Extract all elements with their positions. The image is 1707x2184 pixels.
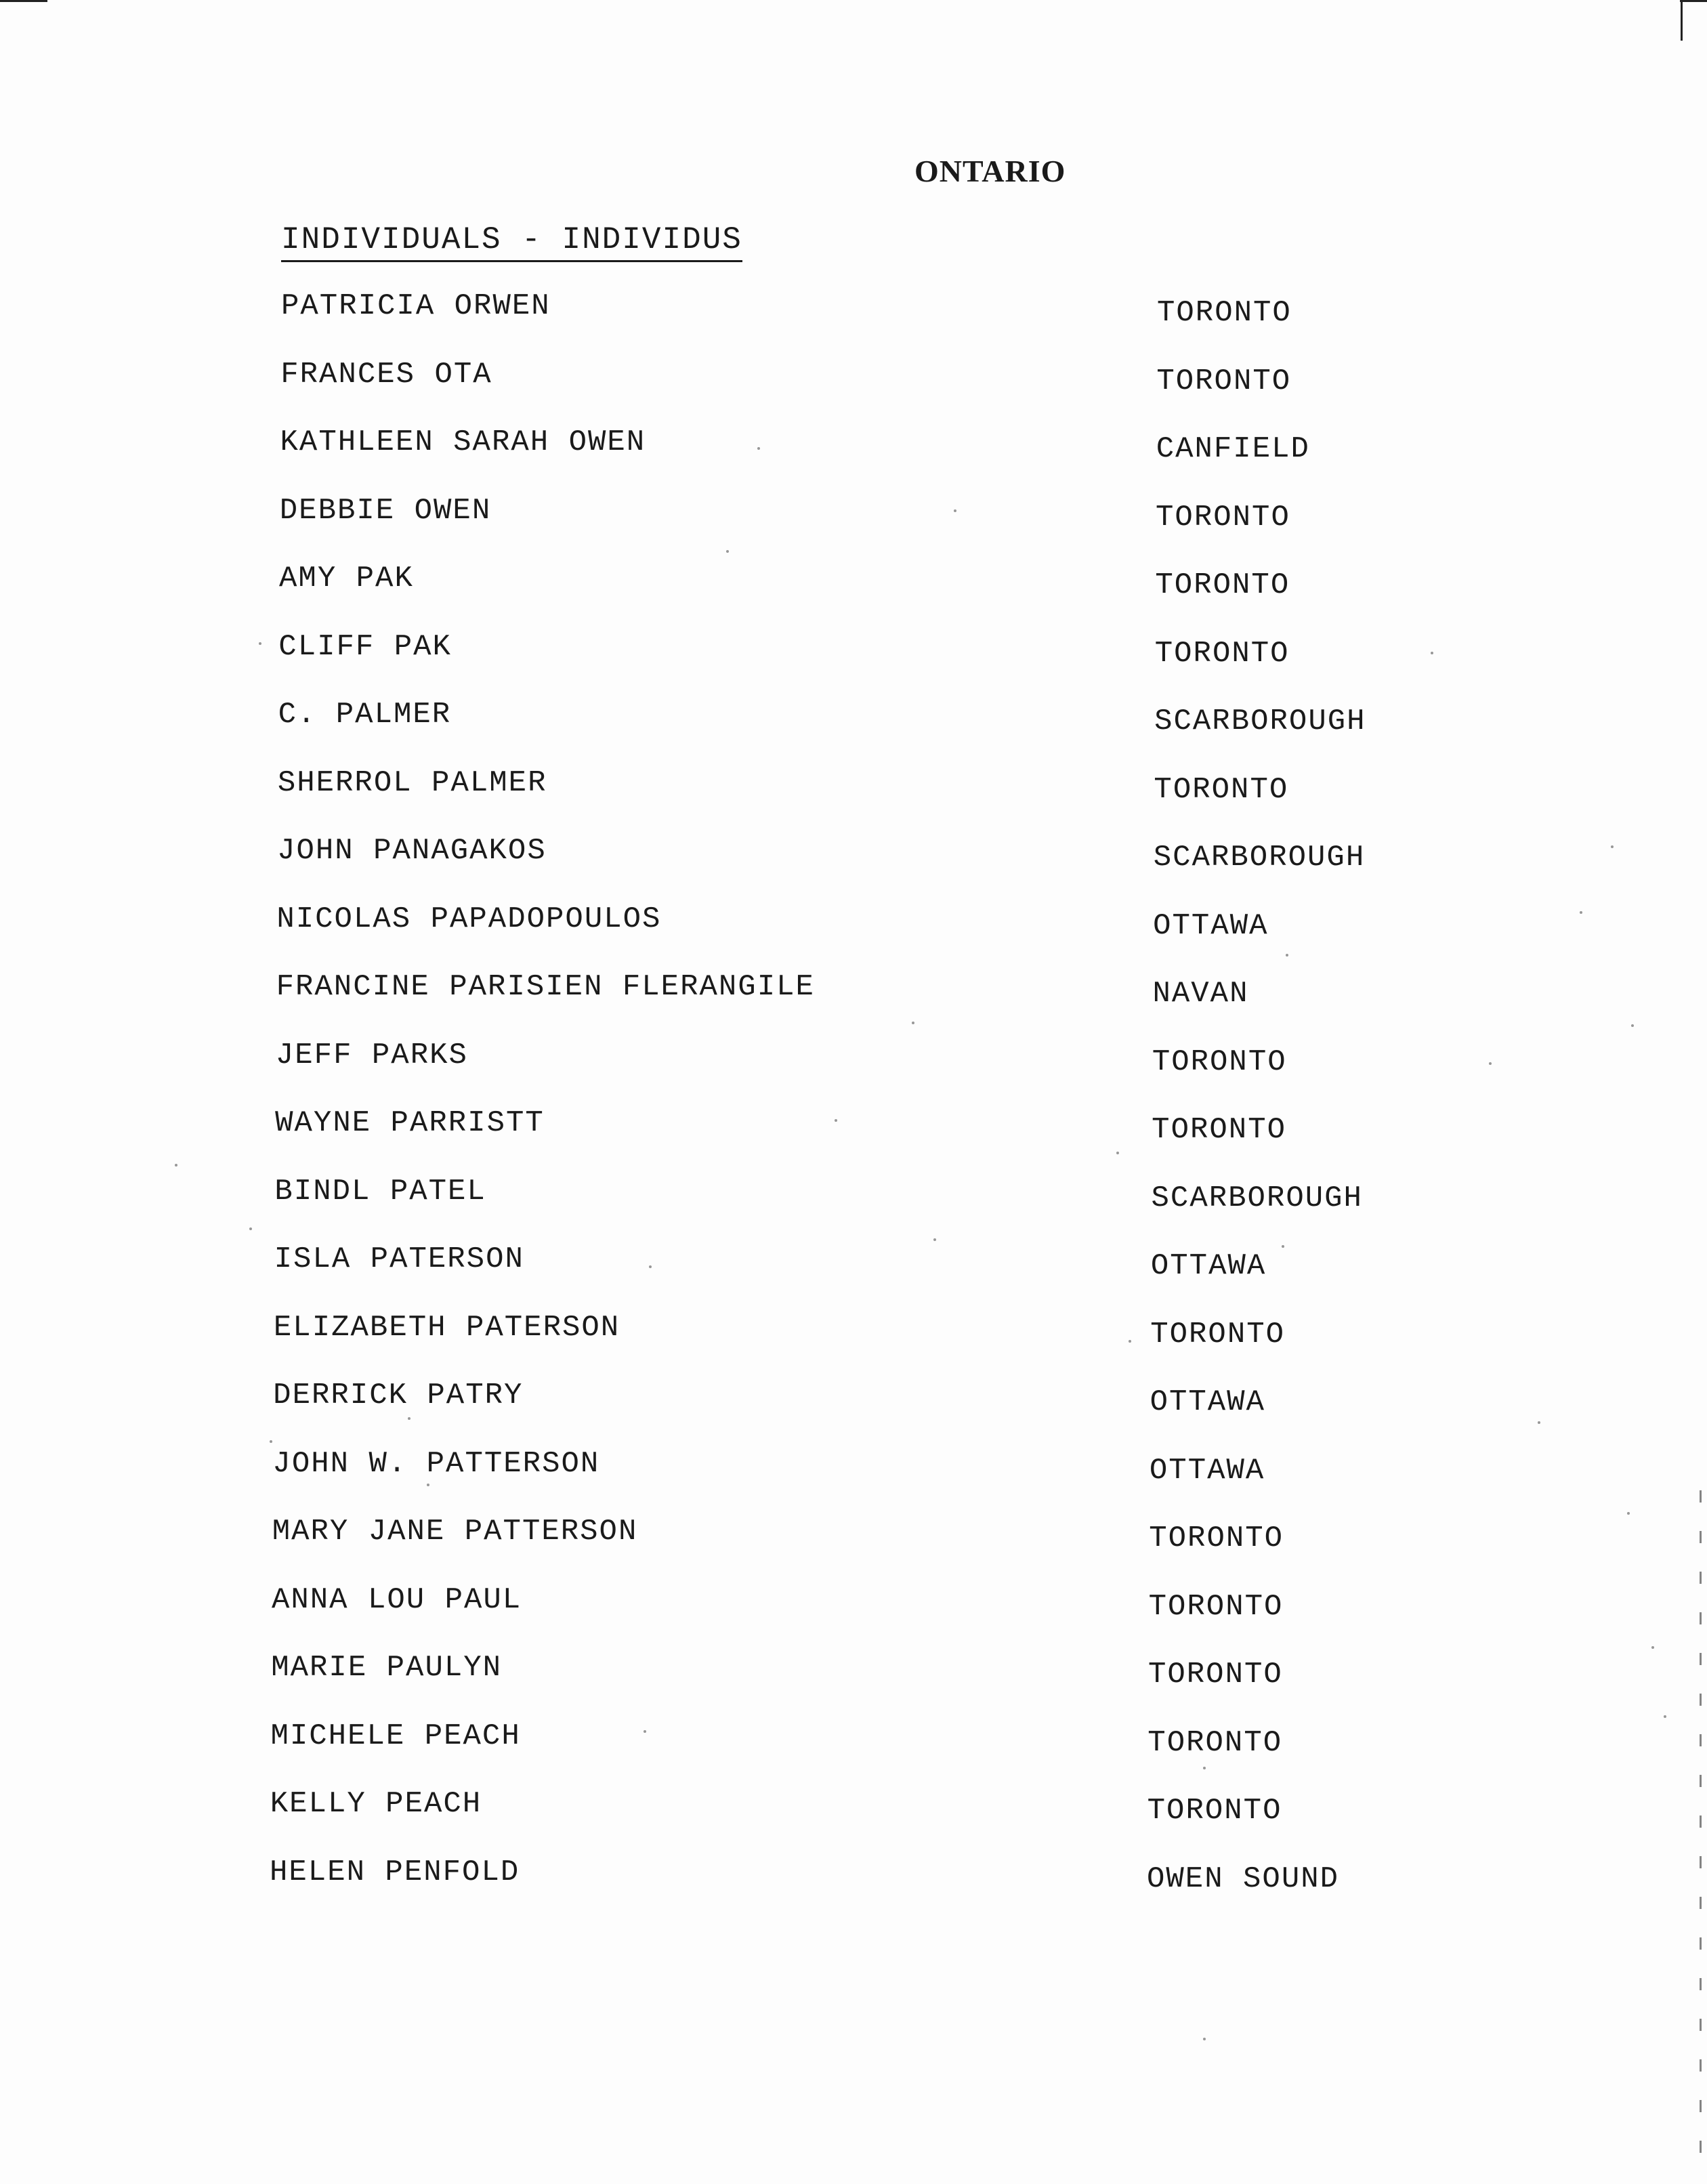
entry-name: ISLA PATERSON <box>274 1242 524 1276</box>
entry-name: DERRICK PATRY <box>273 1379 524 1412</box>
entry-city: TORONTO <box>1148 1589 1284 1624</box>
scan-speck <box>175 1164 177 1167</box>
scan-speck <box>649 1265 652 1268</box>
scan-speck <box>1431 652 1433 654</box>
scan-speck <box>1203 2038 1206 2040</box>
entry-city: SCARBOROUGH <box>1153 841 1366 875</box>
entry-city: OTTAWA <box>1150 1249 1267 1283</box>
entry-name: DEBBIE OWEN <box>279 493 492 528</box>
scan-speck <box>912 1022 914 1024</box>
scan-speck <box>1611 845 1614 848</box>
entry-name: PATRICIA ORWEN <box>281 289 551 323</box>
entry-name: JOHN PANAGAKOS <box>277 834 547 868</box>
entry-name: HELEN PENFOLD <box>270 1855 520 1889</box>
entry-city: TORONTO <box>1154 636 1290 671</box>
entry-name: AMY PAK <box>279 562 414 595</box>
entry-name: JEFF PARKS <box>275 1038 468 1072</box>
entry-name: FRANCES OTA <box>280 357 492 392</box>
entry-city: CANFIELD <box>1156 432 1310 466</box>
entry-city: SCARBOROUGH <box>1151 1181 1363 1215</box>
scan-speck <box>1286 954 1288 957</box>
scan-speck <box>757 447 760 450</box>
scan-speck <box>1538 1421 1540 1424</box>
scan-speck <box>259 642 261 645</box>
entry-name: NICOLAS PAPADOPOULOS <box>276 902 662 936</box>
scan-speck <box>835 1119 837 1122</box>
entry-city: TORONTO <box>1155 568 1290 602</box>
entry-city: TORONTO <box>1152 1113 1287 1147</box>
scan-speck <box>1631 1024 1634 1027</box>
entry-name: ANNA LOU PAUL <box>271 1582 522 1617</box>
entry-name: FRANCINE PARISIEN FLERANGILE <box>276 970 815 1004</box>
entry-city: OTTAWA <box>1149 1453 1265 1488</box>
entry-name: BINDL PATEL <box>274 1174 486 1209</box>
scan-speck <box>1129 1340 1131 1343</box>
scan-speck <box>1651 1646 1654 1649</box>
entry-name: SHERROL PALMER <box>277 765 547 800</box>
scan-speck <box>644 1730 646 1733</box>
scan-speck <box>933 1238 936 1241</box>
scan-speck <box>270 1440 272 1443</box>
scan-speck <box>1580 911 1582 914</box>
scan-speck <box>249 1227 252 1230</box>
entry-name: MICHELE PEACH <box>270 1719 521 1753</box>
entry-city: NAVAN <box>1152 977 1249 1011</box>
entry-name: C. PALMER <box>278 698 452 732</box>
entry-city: TORONTO <box>1147 1658 1283 1692</box>
entry-name: MARY JANE PATTERSON <box>272 1515 638 1549</box>
scan-speck <box>954 509 956 512</box>
scan-speck <box>427 1484 429 1486</box>
scan-speck <box>1203 1767 1206 1769</box>
scan-speck <box>1664 1715 1666 1718</box>
scan-speck <box>726 550 729 553</box>
entry-name: JOHN W. PATTERSON <box>272 1446 600 1481</box>
entry-city: OTTAWA <box>1153 908 1269 943</box>
entry-name: ELIZABETH PATERSON <box>273 1310 620 1345</box>
entry-city: TORONTO <box>1147 1725 1283 1760</box>
scan-speck <box>1282 1245 1284 1248</box>
entry-name: CLIFF PAK <box>278 629 452 664</box>
entry-city: TORONTO <box>1149 1521 1284 1555</box>
entry-city: TORONTO <box>1157 296 1292 330</box>
entry-city: TORONTO <box>1154 772 1289 807</box>
entry-city: TORONTO <box>1147 1794 1282 1828</box>
entry-city: TORONTO <box>1150 1317 1286 1351</box>
scan-speck <box>408 1417 410 1420</box>
entry-city: OWEN SOUND <box>1147 1862 1340 1896</box>
entry-city: TORONTO <box>1156 500 1290 534</box>
entry-city: TORONTO <box>1156 364 1292 398</box>
entry-name: WAYNE PARRISTT <box>275 1106 545 1140</box>
entry-city: SCARBOROUGH <box>1154 705 1366 738</box>
entry-city: TORONTO <box>1152 1045 1287 1079</box>
entry-name: KELLY PEACH <box>270 1787 482 1821</box>
entry-name: KATHLEEN SARAH OWEN <box>280 425 646 459</box>
scan-speck <box>1627 1512 1630 1515</box>
page-title: ONTARIO <box>914 154 1066 188</box>
section-heading: INDIVIDUALS - INDIVIDUS <box>281 222 742 262</box>
entry-name: MARIE PAULYN <box>271 1651 503 1685</box>
entry-city: OTTAWA <box>1150 1385 1265 1419</box>
scan-speck <box>1116 1152 1119 1154</box>
scan-speck <box>1489 1062 1492 1065</box>
